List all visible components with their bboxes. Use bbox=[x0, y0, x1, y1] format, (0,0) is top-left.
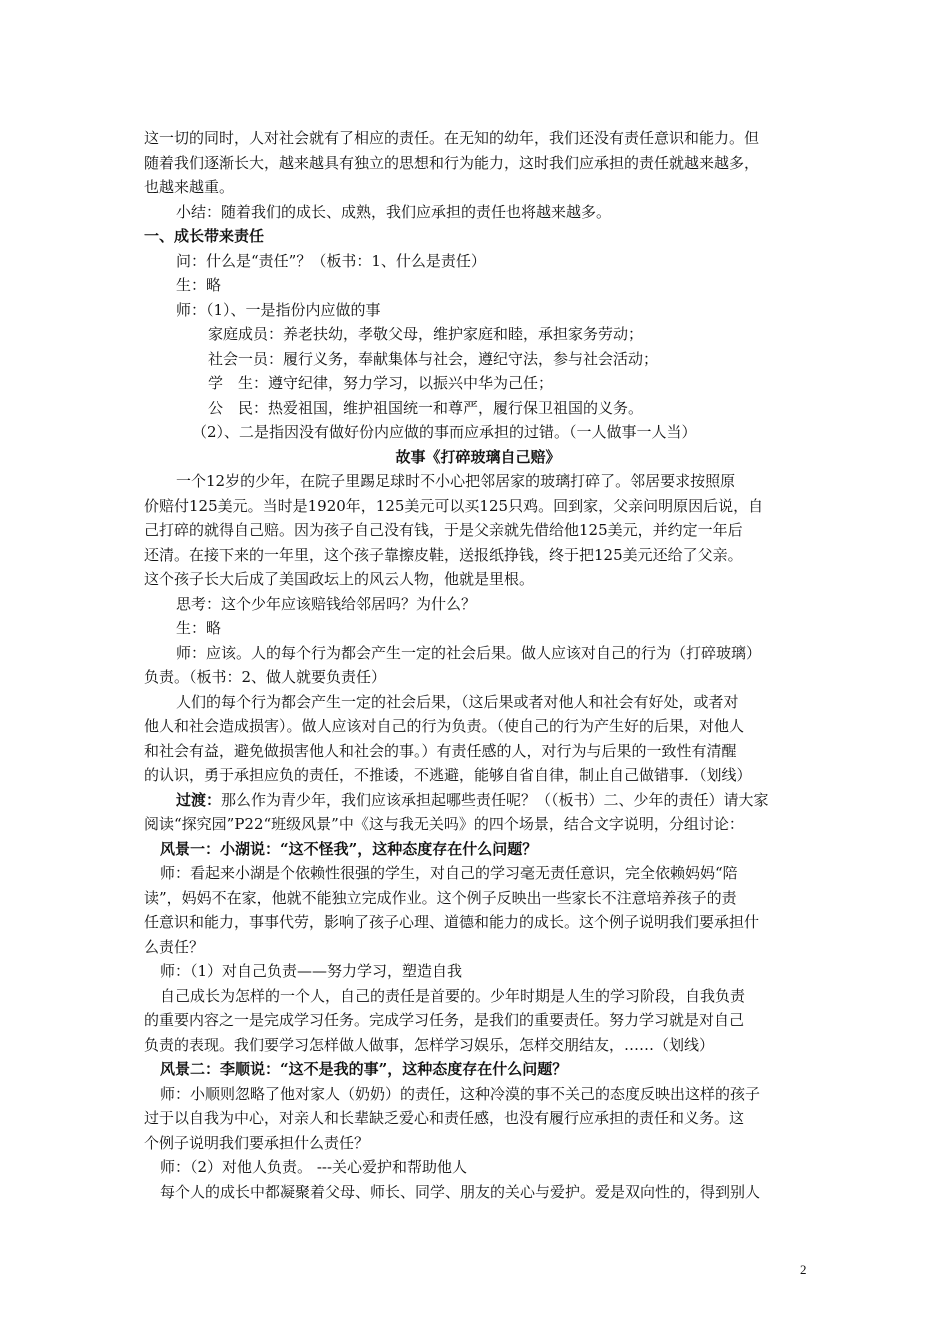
text-line: 负责的表现。我们要学习怎样做人做事，怎样学习娱乐，怎样交朋结友，……（划线） bbox=[144, 1035, 715, 1054]
transition-text: 那么作为青少年，我们应该承担起哪些责任呢？（（板书）二、少年的责任）请大家 bbox=[221, 790, 769, 809]
text-line: 也越来越重。 bbox=[144, 178, 235, 196]
text-line: 自己成长为怎样的一个人，自己的责任是首要的。少年时期是人生的学习阶段，自我负责 bbox=[160, 986, 746, 1005]
text-line: 还清。在接下来的一年里，这个孩子靠擦皮鞋，送报纸挣钱，终于把125美元还给了父亲。 bbox=[144, 545, 743, 564]
text-line: 一个12岁的少年，在院子里踢足球时不小心把邻居家的玻璃打碎了。邻居要求按照原 bbox=[176, 472, 736, 490]
list-item: 家庭成员：养老扶幼，孝敬父母，维护家庭和睦，承担家务劳动； bbox=[208, 325, 644, 343]
text-line: 师：看起来小湖是个依赖性很强的学生，对自己的学习毫无责任意识，完全依赖妈妈“陪 bbox=[160, 864, 738, 882]
text-line: 的认识，勇于承担应负的责任，不推诿，不逃避，能够自省自律，制止自己做错事．（划线） bbox=[144, 766, 752, 784]
text-line: 师：（1）、一是指份内应做的事 bbox=[176, 300, 381, 319]
list-item: 学 生：遵守纪律，努力学习，以振兴中华为己任； bbox=[208, 374, 554, 392]
text-line: 他人和社会造成损害）。做人应该对自己的行为负责。（使自己的行为产生好的后果，对他人 bbox=[144, 717, 745, 735]
summary-line: 小结：随着我们的成长、成熟，我们应承担的责任也将越来越多。 bbox=[176, 202, 612, 221]
text-line: 生：略 bbox=[176, 276, 222, 294]
page-number: 2 bbox=[800, 1262, 807, 1277]
text-line: 师：（2）对他人负责。 ---关心爱护和帮助他人 bbox=[160, 1158, 468, 1176]
list-item: 公 民：热爱祖国，维护祖国统一和尊严，履行保卫祖国的义务。 bbox=[208, 398, 644, 417]
text-line: 负责。（板书：2、做人就要负责任） bbox=[144, 668, 387, 686]
text-line: 的重要内容之一是完成学习任务。完成学习任务，是我们的重要责任。努力学习就是对自己 bbox=[144, 1011, 745, 1029]
text-line: 么责任？ bbox=[144, 937, 205, 956]
text-line: 生：略 bbox=[176, 619, 222, 637]
list-item: 社会一员：履行义务，奉献集体与社会，遵纪守法，参与社会活动； bbox=[208, 349, 659, 368]
story-title: 故事《打碎玻璃自己赔》 bbox=[395, 447, 561, 466]
text-line: 和社会有益，避免做损害他人和社会的事。）有责任感的人，对行为与后果的一致性有清醒 bbox=[144, 741, 737, 760]
text-line: 人们的每个行为都会产生一定的社会后果，（这后果或者对他人和社会有好处，或者对 bbox=[176, 692, 739, 711]
text-line: 个例子说明我们要承担什么责任？ bbox=[144, 1133, 370, 1152]
text-line: 师：（1）对自己负责——努力学习，塑造自我 bbox=[160, 962, 463, 980]
section-heading: 一、成长带来责任 bbox=[144, 227, 265, 245]
text-line: 任意识和能力，事事代劳，影响了孩子心理、道德和能力的成长。这个例子说明我们要承担什 bbox=[144, 913, 760, 931]
text-line: 思考：这个少年应该赔钱给邻居吗？为什么？ bbox=[176, 594, 477, 613]
text-line: 读”，妈妈不在家，他就不能独立完成作业。这个例子反映出一些家长不注意培养孩子的责 bbox=[144, 888, 737, 907]
text-line: 阅读“探究园”P22“班级风景”中《这与我无关吗》的四个场景，结合文字说明，分组讨论： bbox=[144, 815, 744, 833]
text-line: 每个人的成长中都凝聚着父母、师长、同学、朋友的关心与爱护。爱是双向性的，得到别人 bbox=[160, 1182, 761, 1201]
scenario-heading: 风景一：小湖说：“这不怪我”，这种态度存在什么问题？ bbox=[160, 839, 538, 858]
text-line: 价赔付125美元。当时是1920年，125美元可以买125只鸡。回到家，父亲问明原因后说，自 bbox=[144, 496, 764, 515]
text-line: 过于以自我为中心，对亲人和长辈缺乏爱心和责任感，也没有履行应承担的责任和义务。这 bbox=[144, 1109, 745, 1127]
text-line: 这个孩子长大后成了美国政坛上的风云人物，他就是里根。 bbox=[144, 570, 535, 588]
text-line: 己打碎的就得自己赔。因为孩子自己没有钱，于是父亲就先借给他125美元，并约定一年后 bbox=[144, 521, 743, 539]
text-line: 师：应该。人的每个行为都会产生一定的社会后果。做人应该对自己的行为（打碎玻璃） bbox=[176, 643, 762, 662]
text-line: （2）、二是指因没有做好份内应做的事而应承担的过错。（一人做事一人当） bbox=[192, 423, 697, 441]
body-text bbox=[144, 126, 812, 1204]
transition-line bbox=[144, 788, 812, 813]
text-line: 问：什么是“责任”？（板书：1、什么是责任） bbox=[176, 251, 486, 270]
transition-label: 过渡： bbox=[176, 790, 222, 809]
scenario-heading: 风景二：李顺说：“这不是我的事”，这种态度存在什么问题？ bbox=[160, 1060, 568, 1078]
text-line: 这一切的同时，人对社会就有了相应的责任。在无知的幼年，我们还没有责任意识和能力。但 bbox=[144, 129, 760, 147]
text-line: 师：小顺则忽略了他对家人（奶奶）的责任，这种冷漠的事不关己的态度反映出这样的孩子 bbox=[160, 1084, 761, 1103]
text-line: 随着我们逐渐长大，越来越具有独立的思想和行为能力，这时我们应承担的责任就越来越多， bbox=[144, 153, 760, 172]
